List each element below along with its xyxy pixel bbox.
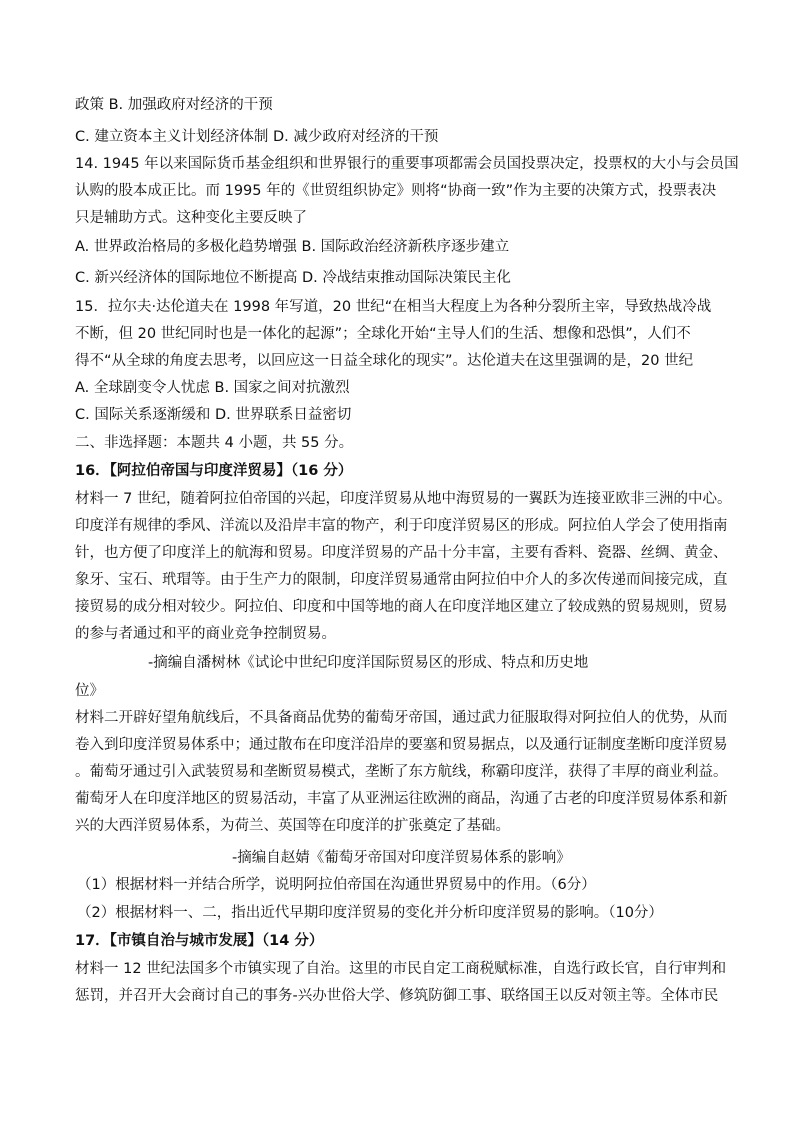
text-line: 不断，但 20 世纪同时也是一体化的起源”；全球化开始“主导人们的生活、想像和恐惧”，人们不	[75, 326, 691, 342]
source-citation: -摘编自赵婧《葡萄牙帝国对印度洋贸易体系的影响》	[232, 850, 571, 866]
section-heading: 二、非选择题：本题共 4 小题，共 55 分。	[75, 435, 354, 451]
sub-question: （2）根据材料一、二，指出近代早期印度洋贸易的变化并分析印度洋贸易的影响。（10分）	[77, 905, 663, 921]
source-citation: -摘编自潘树林《试论中世纪印度洋国际贸易区的形成、特点和历史地	[148, 655, 589, 671]
text-line: 葡萄牙人在印度洋地区的贸易活动，丰富了从亚洲运往欧洲的商品，沟通了古老的印度洋贸易体系和新	[75, 791, 728, 807]
question-14-text: 14. 1945 年以来国际货币基金组织和世界银行的重要事项都需会员国投票决定，投票权的大小与会员国	[75, 156, 739, 172]
text-line: 只是辅助方式。这种变化主要反映了	[75, 210, 307, 226]
text-line: 。葡萄牙通过引入武装贸易和垄断贸易模式，垄断了东方航线，称霸印度洋，获得了丰厚的商业利益。	[75, 764, 728, 780]
text-line: 印度洋有规律的季风、洋流以及沿岸丰富的物产，利于印度洋贸易区的形成。阿拉伯人学会了使用指南	[75, 518, 728, 534]
question-17-heading: 17．【市镇自治与城市发展】（14 分）	[75, 933, 324, 949]
text-line: C. 国际关系逐渐缓和 D. 世界联系日益密切	[75, 407, 352, 423]
text-line: C. 新兴经济体的国际地位不断提高 D. 冷战结束推动国际决策民主化	[75, 270, 511, 286]
text-line: 的参与者通过和平的商业竞争控制贸易。	[75, 626, 336, 642]
text-line: 卷入到印度洋贸易体系中；通过散布在印度洋沿岸的要塞和贸易据点，以及通行证制度垄断印度洋贸易	[75, 737, 728, 753]
text-line: 政策 B. 加强政府对经济的干预	[75, 97, 273, 113]
text-line: 材料一 12 世纪法国多个市镇实现了自治。这里的市民自定工商税赋标准，自选行政长官，自行审判和	[75, 961, 727, 977]
text-line: 象牙、宝石、玳瑁等。由于生产力的限制，印度洋贸易通常由阿拉伯中介人的多次传递而间接完成，直	[75, 572, 728, 588]
text-line: 接贸易的成分相对较少。阿拉伯、印度和中国等地的商人在印度洋地区建立了较成熟的贸易规则，贸易	[75, 599, 728, 615]
question-15-text: 15．拉尔夫·达伦道夫在 1998 年写道，20 世纪“在相当大程度上为各种分裂所主宰，导致热战冷战	[75, 299, 712, 315]
text-line: 认购的股本成正比。而 1995 年的《世贸组织协定》则将“协商一致”作为主要的决策方式，投票表决	[75, 183, 717, 199]
text-line: 材料一 7 世纪，随着阿拉伯帝国的兴起，印度洋贸易从地中海贸易的一翼跃为连接亚欧非三洲的中心。	[75, 491, 732, 507]
text-line: 针，也方便了印度洋上的航海和贸易。印度洋贸易的产品十分丰富，主要有香料、瓷器、丝绸、黄金、	[75, 545, 728, 561]
sub-question: （1）根据材料一并结合所学，说明阿拉伯帝国在沟通世界贸易中的作用。（6分）	[77, 877, 596, 893]
text-line: 得不“从全球的角度去思考，以回应这一日益全球化的现实”。达伦道夫在这里强调的是，20 世纪	[75, 353, 694, 369]
text-line: 兴的大西洋贸易体系，为荷兰、英国等在印度洋的扩张奠定了基础。	[75, 818, 510, 834]
text-line: C. 建立资本主义计划经济体制 D. 减少政府对经济的干预	[75, 129, 439, 145]
text-line: 材料二开辟好望角航线后，不具备商品优势的葡萄牙帝国，通过武力征服取得对阿拉伯人的优势，从而	[75, 710, 728, 726]
text-line: A. 世界政治格局的多极化趋势增强 B. 国际政治经济新秩序逐步建立	[75, 239, 510, 255]
question-16-heading: 16．【阿拉伯帝国与印度洋贸易】（16 分）	[75, 463, 353, 479]
text-line: 惩罚，并召开大会商讨自己的事务-兴办世俗大学、修筑防御工事、联络国王以反对领主等。全体市民	[75, 988, 719, 1004]
source-citation: 位》	[75, 683, 104, 699]
text-line: A. 全球剧变令人忧虑 B. 国家之间对抗激烈	[75, 380, 350, 396]
